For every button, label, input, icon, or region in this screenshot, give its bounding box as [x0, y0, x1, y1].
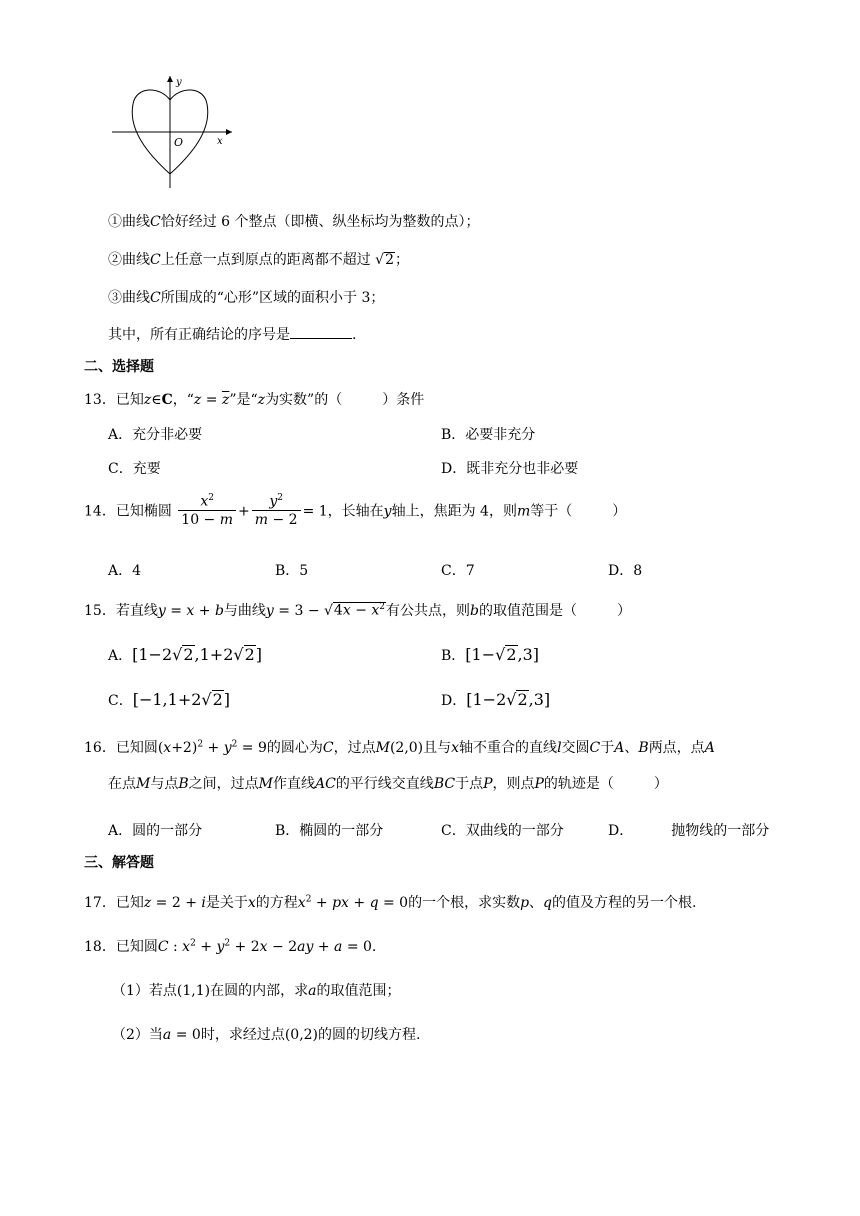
x-axis-arrow: [226, 129, 232, 135]
q15-option-c[interactable]: C．[−1,1+2√2]: [108, 690, 231, 709]
y-axis-arrow: [167, 76, 173, 82]
question-13: 13．已知z∈C，“$z = \overline{z}$”是“z为实数”的（ ）条件: [84, 392, 425, 408]
y-axis-label: y: [176, 77, 182, 88]
q13-option-d[interactable]: D．既非充分也非必要: [441, 461, 579, 477]
question-18-part-2: （2）当a = 0时，求经过点(0,2)的圆的切线方程.: [112, 1027, 421, 1043]
q16-option-c[interactable]: C．双曲线的一部分: [441, 823, 564, 839]
question-16-line-2: 在点M与点B之间，过点M作直线AC的平行线交直线BC于点P，则点P的轨迹是（ ）: [108, 776, 668, 792]
question-15: 15．若直线y = x + b与曲线$y = 3 - √4x - x^2$有公共点，则b的取值范围是（ ）: [84, 602, 631, 619]
question-16-line-1: 16．已知圆$(x+2)^2 + y^2 = 9$的圆心为C，过点M(2,0)且与x轴不重合的直线l交圆C于A、B两点，点A: [84, 739, 715, 756]
q16-option-d[interactable]: D． 抛物线的一部分: [608, 823, 770, 839]
question-17: 17．已知z = 2 + i是关于x的方程$x^2$ + px + q = 0的一个根，求实数p、q的值及方程的另一个根.: [84, 894, 697, 911]
question-14: 14．已知椭圆 $\frac{x^2}{10 - m}$ + $\frac{y^2}{m - 2}$ = 1，长轴在y轴上，焦距为 4，则m等于（ ）: [84, 493, 627, 529]
statement-3: ③曲线C所围成的“心形”区域的面积小于 3；: [108, 290, 385, 306]
answer-blank[interactable]: [290, 326, 352, 339]
q14-option-d[interactable]: D．8: [608, 563, 643, 579]
origin-label: O: [174, 136, 184, 149]
x-axis-label: x: [217, 136, 223, 147]
section-heading-solution: 三、解答题: [84, 855, 154, 871]
q15-option-b[interactable]: B．[1−√2,3]: [441, 645, 540, 664]
section-heading-choice: 二、选择题: [84, 359, 154, 375]
q13-option-b[interactable]: B．必要非充分: [441, 427, 536, 443]
statement-2: ②曲线C上任意一点到原点的距离都不超过 √2；: [108, 252, 410, 268]
q14-option-a[interactable]: A．4: [108, 563, 142, 579]
q15-option-a[interactable]: A．[1−2√2,1+2√2]: [108, 645, 262, 664]
statement-conclusion: 其中，所有正确结论的序号是 .: [108, 327, 357, 343]
question-18-part-1: （1）若点(1,1)在圆的内部，求a的取值范围；: [112, 983, 401, 999]
q14-option-c[interactable]: C．7: [441, 563, 475, 579]
q16-option-a[interactable]: A．圆的一部分: [108, 823, 203, 839]
question-18: 18．已知圆C : $x^2 + y^2 + 2x - 2ay + a = 0$.: [84, 938, 377, 955]
statement-1: ①曲线C恰好经过 6 个整点（即横、纵坐标均为整数的点）；: [108, 214, 480, 230]
q15-option-d[interactable]: D．[1−2√2,3]: [441, 690, 551, 709]
q16-option-b[interactable]: B．椭圆的一部分: [275, 823, 384, 839]
q14-option-b[interactable]: B．5: [275, 563, 309, 579]
q13-option-a[interactable]: A．充分非必要: [108, 427, 203, 443]
q13-option-c[interactable]: C．充要: [108, 461, 161, 477]
heart-curve-figure: [108, 72, 238, 192]
